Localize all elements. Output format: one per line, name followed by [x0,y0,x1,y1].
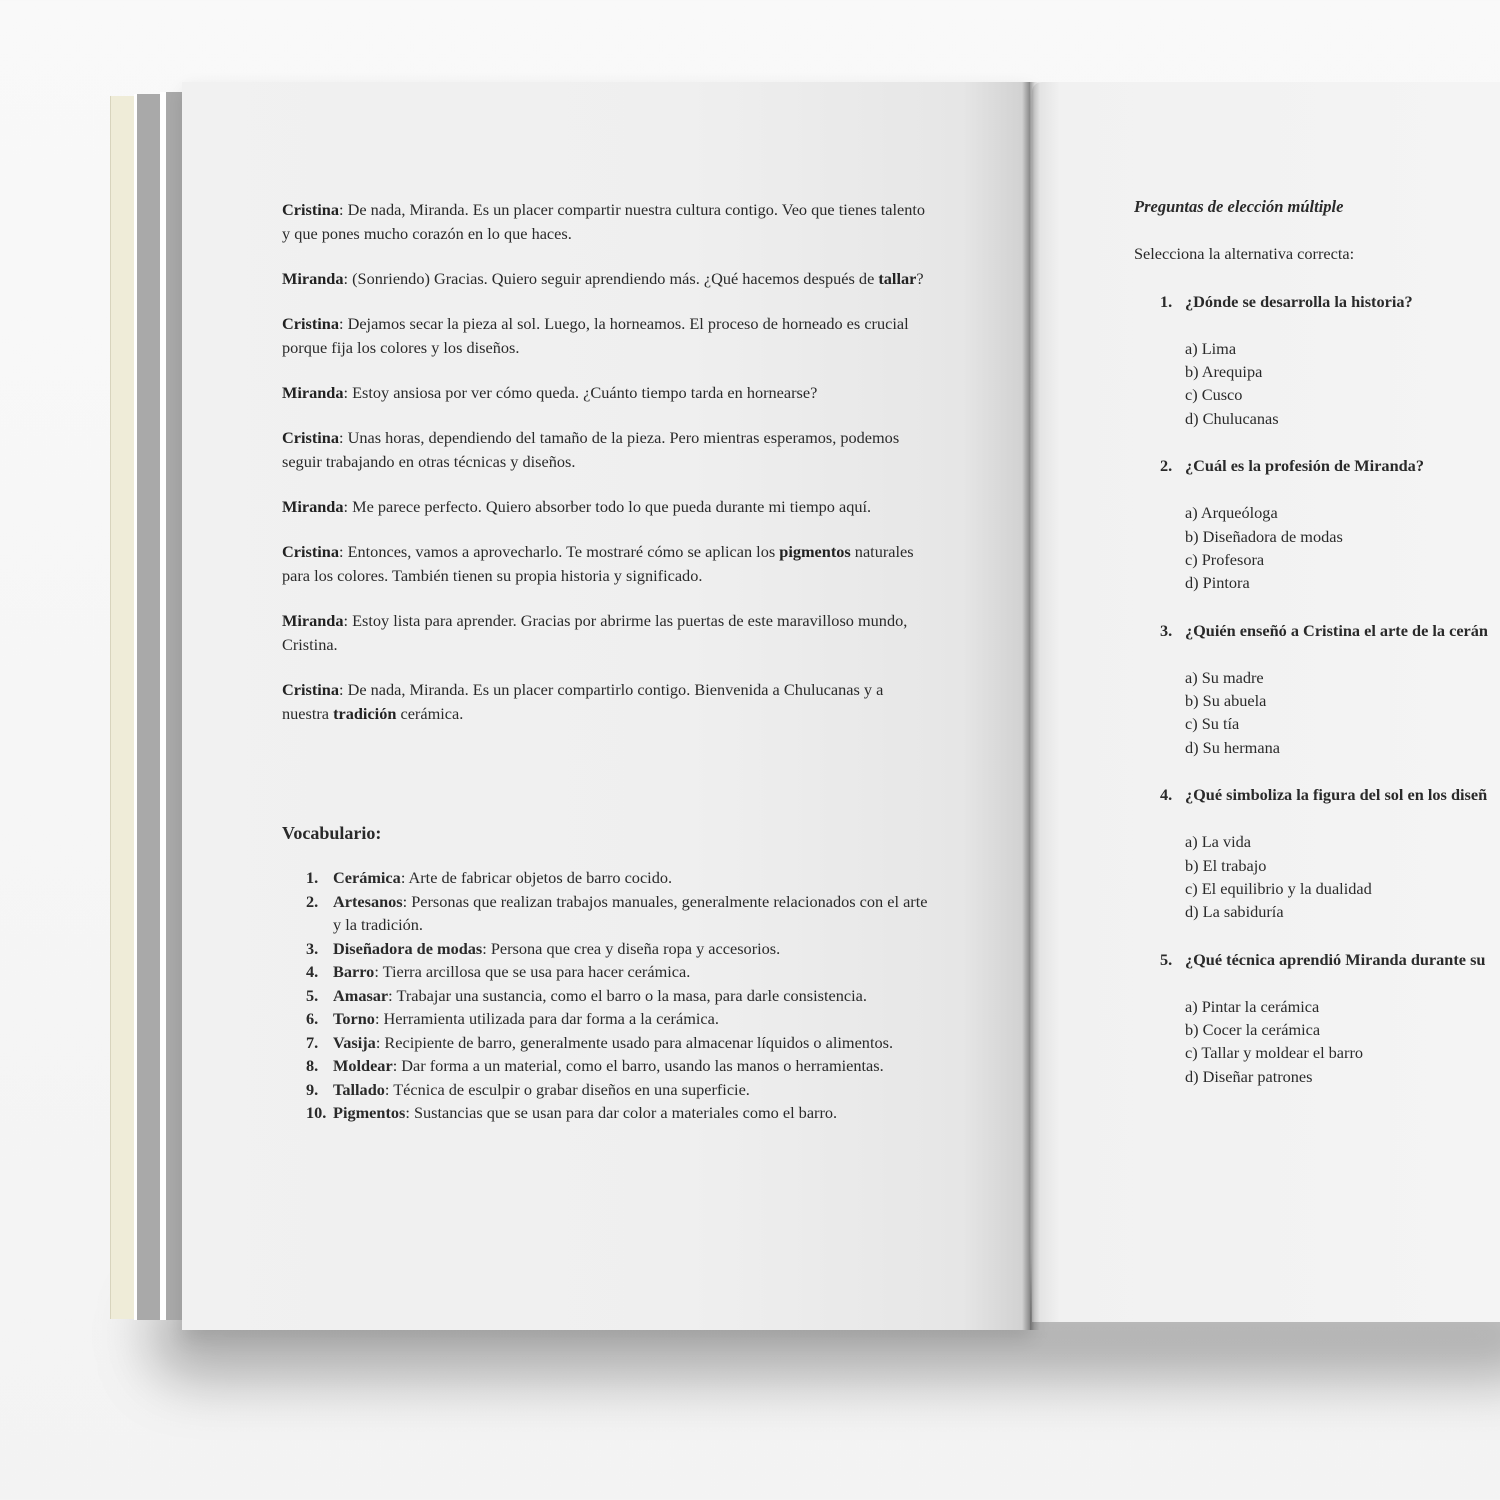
vocabulary-item [306,866,936,890]
vocabulary-definition: : Arte de fabricar objetos de barro cocido. [400,868,673,887]
answer-options [1185,830,1500,923]
item-number: 9. [306,1079,319,1099]
question-text: ¿Qué técnica aprendió Miranda durante su [1185,949,1486,969]
dialogue-text: : Estoy lista para aprender. Gracias por abrirme las puertas de este maravilloso mundo, Cristina. [282,611,908,654]
book-page-edges [110,96,135,1319]
question-number: 1. [1160,291,1173,311]
vocabulary-definition: : Técnica de esculpir o grabar diseños en una superficie. [384,1079,750,1099]
book-page-edges [137,94,160,1320]
quiz-question [1160,619,1500,759]
dialogue-section [282,198,932,747]
answer-options [1185,501,1500,594]
dialogue-text: : (Sonriendo) Gracias. Quiero seguir aprendiendo más. ¿Qué hacemos después de [343,269,879,288]
answer-option: b) El trabajo [1185,855,1267,875]
dialogue-line [282,312,932,360]
vocabulary-entry [333,1007,936,1031]
vocabulary-item [306,1007,936,1031]
answer-option: b) Arequipa [1185,362,1263,382]
item-number: 7. [306,1032,319,1052]
dialogue-line [282,198,932,246]
vocabulary-entry [333,960,936,984]
vocabulary-term: Pigmentos [333,1103,406,1122]
vocabulary-definition: : Personas que realizan trabajos manuales, generalmente relacionados con el arte y la tradición. [333,891,928,934]
dialogue-line [282,381,932,405]
quiz-title: Preguntas de elección múltiple [1134,197,1344,216]
vocabulary-list [306,866,936,1125]
vocabulary-term: Vasija [333,1032,376,1052]
quiz-question [1160,290,1500,430]
dialogue-text: cerámica. [396,704,464,723]
vocabulary-entry [333,866,936,890]
vocabulary-entry [333,890,936,937]
dialogue-line [282,267,932,291]
vocabulary-definition: : Dar forma a un material, como el barro, usando las manos o herramientas. [392,1056,884,1075]
answer-options [1185,337,1500,430]
answer-option: d) Su hermana [1185,737,1280,757]
highlighted-word: pigmentos [779,542,851,561]
question-text: ¿Dónde se desarrolla la historia? [1185,291,1413,311]
vocabulary-entry [333,1078,936,1102]
speaker-name: Miranda [282,611,344,630]
item-number: 2. [306,891,319,911]
vocabulary-item [306,1031,936,1055]
vocabulary-definition: : Recipiente de barro, generalmente usado para almacenar líquidos o alimentos. [375,1032,894,1052]
speaker-name: Cristina [282,200,339,219]
quiz-question [1160,454,1500,594]
vocabulary-definition: : Persona que crea y diseña ropa y accesorios. [482,938,781,958]
answer-option: b) Su abuela [1185,691,1267,711]
dialogue-text: naturales para los colores. También tienen su propia historia y significado. [282,542,914,585]
answer-option: c) Tallar y moldear el barro [1185,1043,1364,1063]
speaker-name: Cristina [282,542,339,561]
quiz-question [1160,948,1500,1088]
vocabulary-term: Diseñadora de modas [333,938,483,958]
vocabulary-term: Amasar [333,985,389,1005]
vocabulary-item [306,937,936,961]
speaker-name: Cristina [282,428,339,447]
vocabulary-term: Artesanos [333,891,403,911]
vocabulary-term: Moldear [333,1056,393,1075]
quiz-question [1160,783,1500,923]
vocabulary-term: Tallado [333,1079,385,1099]
vocabulary-item [306,1078,936,1102]
vocabulary-entry [333,984,936,1008]
answer-option: c) El equilibrio y la dualidad [1185,878,1372,898]
answer-option: b) Diseñadora de modas [1185,526,1343,546]
question-text: ¿Cuál es la profesión de Miranda? [1185,456,1424,476]
question-heading [1160,948,1500,971]
answer-option: d) La sabiduría [1185,902,1284,922]
highlighted-word: tallar [878,269,917,288]
speaker-name: Miranda [282,269,344,288]
dialogue-line [282,609,932,657]
vocabulary-term: Barro [333,962,375,981]
book-page-edges [166,92,182,1320]
question-number: 2. [1160,456,1173,476]
question-text: ¿Qué simboliza la figura del sol en los diseñ [1185,785,1488,805]
vocabulary-entry [333,1031,936,1055]
answer-option: d) Pintora [1185,573,1250,593]
question-number: 4. [1160,785,1173,805]
dialogue-line [282,495,932,519]
answer-option: a) Pintar la cerámica [1185,996,1320,1016]
answer-option: c) Cusco [1185,385,1243,405]
answer-option: c) Su tía [1185,714,1240,734]
vocabulary-definition: : Trabajar una sustancia, como el barro o la masa, para darle consistencia. [388,985,867,1005]
answer-option: b) Cocer la cerámica [1185,1020,1321,1040]
answer-options [1185,995,1500,1088]
question-heading [1160,619,1500,642]
vocabulary-definition: : Tierra arcillosa que se usa para hacer cerámica. [374,962,691,981]
vocabulary-definition: : Sustancias que se usan para dar color a materiales como el barro. [405,1103,838,1122]
question-text: ¿Quién enseñó a Cristina el arte de la cerán [1185,620,1488,640]
dialogue-text: : De nada, Miranda. Es un placer compartirlo contigo. Bienvenida a Chulucanas y a nuestra [282,680,884,723]
item-number: 4. [306,962,319,981]
answer-option: a) Su madre [1185,667,1264,687]
vocabulary-entry [333,1101,936,1125]
question-heading [1160,783,1500,806]
dialogue-text: : Entonces, vamos a aprovecharlo. Te mostraré cómo se aplican los [338,542,780,561]
vocabulary-entry [333,1054,936,1078]
answer-option: a) Lima [1185,338,1237,358]
dialogue-text: : Estoy ansiosa por ver cómo queda. ¿Cuánto tiempo tarda en hornearse? [343,383,818,402]
vocabulary-term: Torno [333,1009,375,1028]
answer-option: a) Arqueóloga [1185,503,1278,523]
dialogue-line [282,678,932,726]
vocabulary-item [306,890,936,937]
item-number: 3. [306,938,319,958]
speaker-name: Cristina [282,680,339,699]
quiz-instruction: Selecciona la alternativa correcta: [1134,244,1355,264]
question-number: 5. [1160,949,1173,969]
answer-options [1185,666,1500,759]
vocabulary-item [306,960,936,984]
dialogue-text: : Me parece perfecto. Quiero absorber todo lo que pueda durante mi tiempo aquí. [343,497,872,516]
item-number: 1. [306,868,319,887]
question-heading [1160,454,1500,477]
vocabulary-term: Cerámica [333,868,401,887]
dialogue-text: : Dejamos secar la pieza al sol. Luego, la horneamos. El proceso de horneado es crucial porque fija los colores y los diseños. [282,314,909,357]
dialogue-text: : De nada, Miranda. Es un placer compartir nuestra cultura contigo. Veo que tienes talento y que pones mucho corazón en lo que haces. [282,200,926,243]
dialogue-text: : Unas horas, dependiendo del tamaño de la pieza. Pero mientras esperamos, podemos seguir trabajando en otras técnicas y diseños. [282,428,900,471]
answer-option: d) Diseñar patrones [1185,1066,1313,1086]
item-number: 6. [306,1009,319,1028]
question-heading [1160,290,1500,313]
vocabulary-item [306,1101,936,1125]
speaker-name: Miranda [282,497,344,516]
dialogue-line [282,426,932,474]
answer-option: d) Chulucanas [1185,408,1279,428]
answer-option: c) Profesora [1185,549,1265,569]
vocabulary-title: Vocabulario: [282,823,382,843]
answer-option: a) La vida [1185,832,1251,852]
dialogue-line [282,540,932,588]
quiz-section [1134,195,1500,1088]
dialogue-text: ? [916,269,924,288]
speaker-name: Cristina [282,314,339,333]
highlighted-word: tradición [333,704,397,723]
vocabulary-item [306,984,936,1008]
item-number: 5. [306,985,319,1005]
vocabulary-definition: : Herramienta utilizada para dar forma a la cerámica. [374,1009,719,1028]
vocabulary-entry [333,937,936,961]
speaker-name: Miranda [282,383,344,402]
question-number: 3. [1160,620,1173,640]
right-page-clip [1032,82,1500,1322]
item-number: 10. [306,1103,327,1122]
vocabulary-item [306,1054,936,1078]
item-number: 8. [306,1056,319,1075]
